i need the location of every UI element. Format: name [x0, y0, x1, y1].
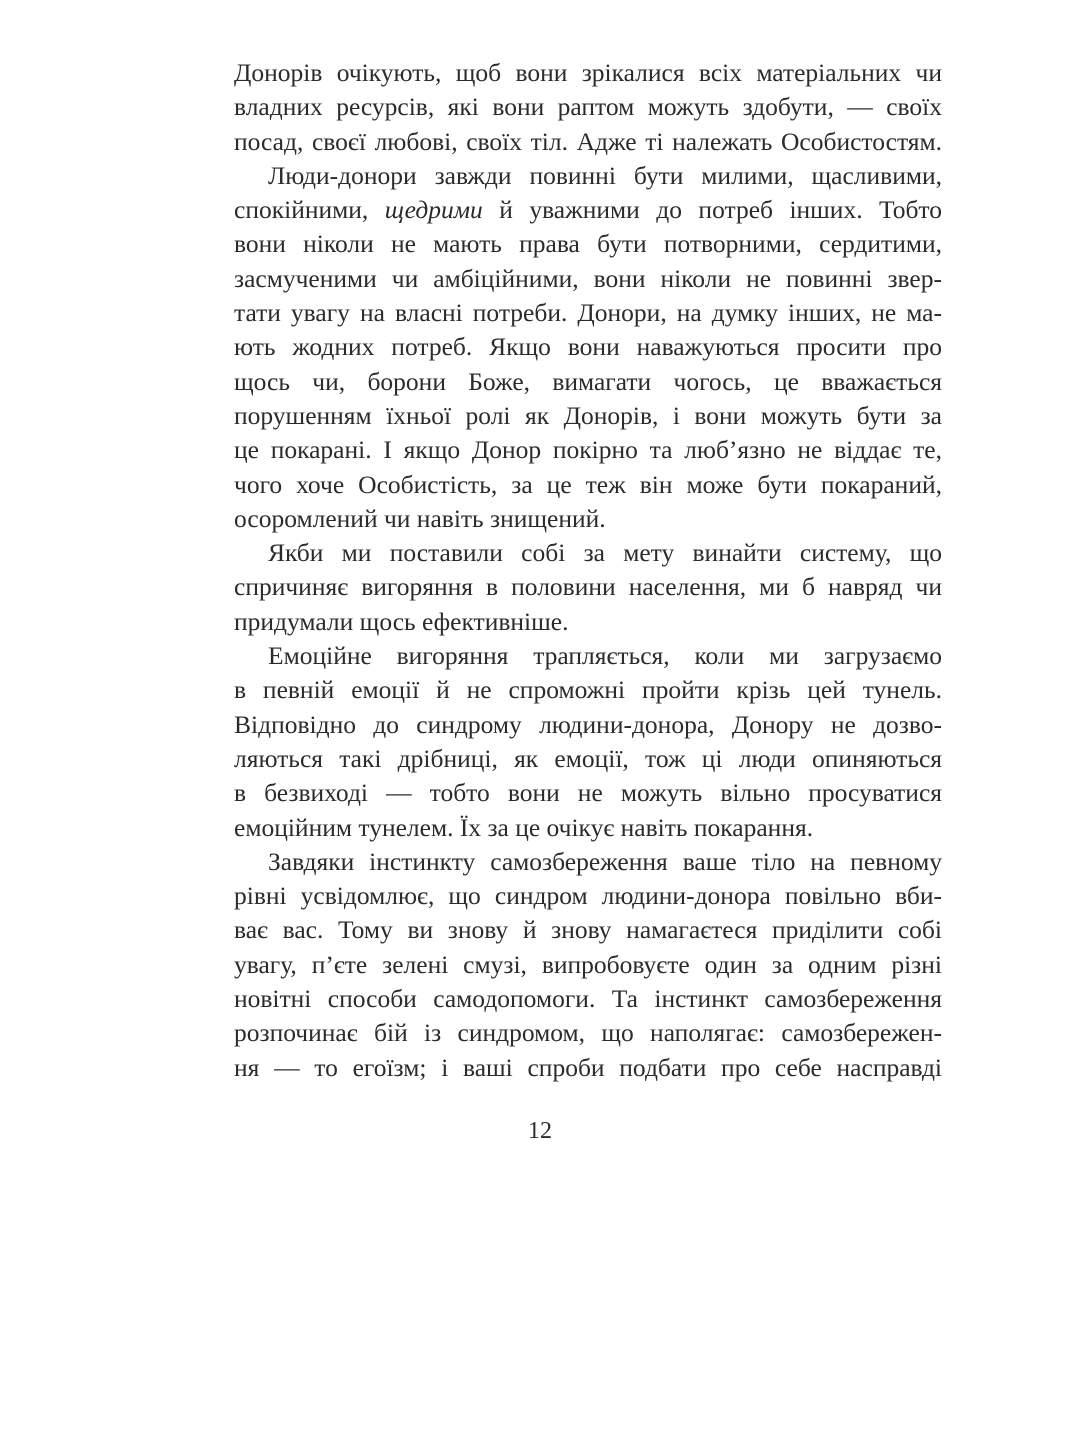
text-line: владних ресурсів, які вони раптом можуть здобути, — своїх — [234, 92, 942, 122]
text-fragment: спокійними, — [234, 195, 385, 225]
text-line: порушенням їхньої ролі як Донорів, і вони можуть бути за — [234, 400, 942, 430]
text-line: придумали щось ефективніше. — [234, 606, 569, 636]
text-line: тати увагу на власні потреби. Донори, на думку інших, не ма- — [234, 298, 942, 328]
text-line: емоційним тунелем. Їх за це очікує навіть покарання. — [234, 812, 814, 842]
text-line: Люди-донори завжди повинні бути милими, щасливими, — [268, 160, 942, 190]
text-line: новітні способи самодопомоги. Та інстинкт самозбереження — [234, 984, 942, 1014]
paragraph-1 — [234, 56, 942, 159]
text-line: щось чи, борони Боже, вимагати чогось, це вважається — [234, 366, 942, 396]
text-line: осоромлений чи навіть знищений. — [234, 503, 606, 533]
text-line: Донорів очікують, щоб вони зрікалися всіх матеріальних чи — [234, 58, 942, 87]
paragraph-3 — [234, 536, 942, 639]
text-line: увагу, п’єте зелені смузі, випробовуєте один за одним різні — [234, 949, 942, 979]
text-line: Якби ми поставили собі за мету винайти систему, що — [268, 538, 942, 568]
text-line: рівні усвідомлює, що синдром людини-донора повільно вби- — [234, 881, 942, 911]
text-line: в безвиході — тобто вони не можуть вільно просуватися — [234, 778, 942, 808]
text-line: ють жодних потреб. Якщо вони наважуються просити про — [234, 332, 942, 362]
text-line: це покарані. І якщо Донор покірно та люб’язно не віддає те, — [234, 435, 942, 465]
page-number: 12 — [528, 1118, 552, 1144]
text-line: ляються такі дрібниці, як емоції, тож ці люди опиняються — [234, 743, 942, 773]
text-line: Емоційне вигоряння трапляється, коли ми загрузаємо — [268, 641, 942, 671]
text-line: чого хоче Особистість, за це теж він може бути покараний, — [234, 469, 942, 499]
text-line: ня — то егоїзм; і ваші спроби подбати про себе насправді — [234, 1052, 942, 1082]
text-line: ває вас. Тому ви знову й знову намагаєтеся приділити собі — [234, 915, 942, 945]
text-line: спричиняє вигоряння в половини населення, ми б навряд чи — [234, 572, 942, 602]
text-line: посад, своєї любові, своїх тіл. Адже ті належать Особистостям. — [234, 126, 942, 156]
text-line: вони ніколи не мають права бути потворними, сердитими, — [234, 229, 942, 259]
paragraph-5 — [234, 845, 942, 1085]
text-line: Завдяки інстинкту самозбереження ваше тіло на певному — [268, 846, 942, 876]
text-line: засмученими чи амбіційними, вони ніколи не повинні звер- — [234, 263, 942, 293]
body-text — [234, 56, 942, 1085]
text-fragment: й уважними до потреб інших. Тобто — [482, 195, 942, 225]
text-line: Відповідно до синдрому людини-донора, Донору не дозво- — [234, 709, 942, 739]
paragraph-4 — [234, 639, 942, 845]
italic-word: щедрими — [384, 195, 483, 225]
paragraph-2 — [234, 159, 942, 536]
text-line: в певній емоції й не спроможні пройти крізь цей тунель. — [234, 675, 942, 705]
text-line-mixed — [234, 193, 942, 227]
text-line: розпочинає бій із синдромом, що наполягає: самозбережен- — [234, 1018, 942, 1048]
